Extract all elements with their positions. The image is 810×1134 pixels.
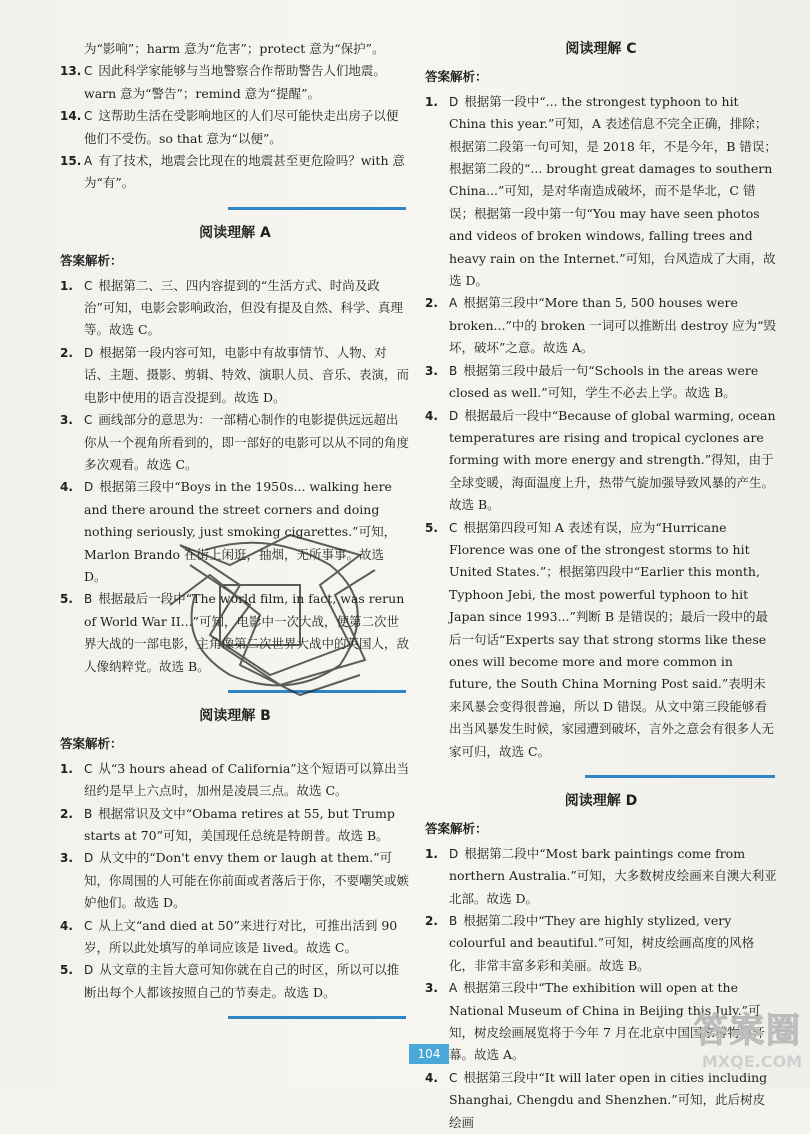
answer-item	[425, 292, 777, 359]
item-answer: D	[84, 851, 94, 866]
item-number: 2.	[425, 914, 438, 929]
item-answer: D	[84, 963, 94, 978]
answer-label: 答案解析：	[60, 253, 123, 269]
section-divider	[228, 690, 406, 693]
answer-item	[60, 959, 410, 1004]
intro-line: 为“影响”；harm 意为“危害”；protect 意为“保护”。	[84, 41, 385, 56]
item-answer: D	[84, 345, 94, 360]
answer-item	[425, 360, 777, 405]
item-text: 从“3 hours ahead of California”这个短语可以算出当纽约是早上六点时，加州是凌晨三点。故选 C。	[84, 760, 410, 799]
item-number: 1.	[60, 761, 73, 776]
item-text: 根据第二、三、四内容提到的“生活方式、时尚及政治”可知，电影会影响政治，但没有提及自然、科学、真理等。故选 C。	[84, 277, 403, 338]
item-answer: C	[84, 64, 93, 79]
answer-label: 答案解析：	[425, 821, 488, 837]
item-number: 3.	[60, 851, 73, 866]
item-text: 根据第三段中“Boys in the 1950s... walking here and there around the street corners and doing nothing seriously, just smoking cigarettes.”可知，Marlon Brando 在街上闲逛，抽烟，无所事事。故选 D。	[84, 479, 397, 584]
answer-item	[60, 275, 410, 342]
site-watermark	[662, 1003, 802, 1083]
answer-label: 答案解析：	[60, 736, 123, 752]
item-text: 从文中的“Don't envy them or laugh at them.”可知，你周围的人可能在你前面或者落后于你，不要嘲笑或嫉妒他们。故选 D。	[84, 850, 410, 911]
item-number: 4.	[425, 408, 438, 423]
answer-item	[60, 758, 410, 803]
item-answer: D	[449, 408, 459, 423]
item-answer: D	[84, 480, 94, 495]
item-answer: B	[449, 363, 458, 378]
answer-item	[425, 910, 777, 977]
item-answer: A	[84, 154, 93, 169]
answer-item	[425, 517, 777, 763]
item-number: 3.	[425, 363, 438, 378]
answer-item	[60, 150, 410, 195]
item-number: 4.	[60, 480, 73, 495]
item-number: 2.	[60, 806, 73, 821]
item-answer: A	[449, 296, 458, 311]
item-answer: B	[84, 592, 93, 607]
item-text: 有了技术，地震会比现在的地震甚至更危险吗？with 意为“有”。	[84, 153, 405, 191]
item-number: 1.	[60, 278, 73, 293]
item-answer: C	[449, 1070, 458, 1085]
section-b	[60, 705, 410, 1004]
item-answer: C	[84, 278, 93, 293]
item-number: 3.	[60, 413, 73, 428]
left-column	[60, 38, 410, 1031]
answer-item	[60, 105, 410, 150]
item-number: 2.	[425, 296, 438, 311]
section-divider	[585, 775, 775, 778]
right-column	[425, 38, 777, 1134]
answer-item	[60, 915, 410, 960]
answer-item	[60, 342, 410, 409]
section-heading: 阅读理解 D	[564, 793, 638, 809]
item-answer: B	[449, 914, 458, 929]
answer-item	[60, 60, 410, 105]
item-text: 根据最后一段中“The world film, in fact, was rerun of World War II...”可知，电影中一次大战，便第二次世界大战的一部电影，主角像第二次世界大战中的英国人，敌人像纳粹党。故选 B。	[84, 591, 410, 674]
answer-item	[60, 847, 410, 914]
item-answer: C	[84, 761, 93, 776]
section-divider	[228, 1016, 406, 1019]
item-text: 从上文“and died at 50”来进行对比，可推出活到 90 岁，所以此处填写的单词应该是 lived。故选 C。	[84, 917, 398, 956]
item-text: 根据第二段中“They are highly stylized, very colourful and beautiful.”可知，树皮绘画高度的风格化，非常丰富多彩和美丽。故选 B。	[449, 913, 755, 973]
section-heading: 阅读理解 C	[565, 41, 637, 57]
section-c	[425, 38, 777, 763]
item-answer: A	[449, 981, 458, 996]
answer-item	[60, 476, 410, 588]
item-text: 根据第三段中“It will later open in cities including Shanghai, Chengdu and Shenzhen.”可知，此后树皮绘画	[449, 1069, 768, 1130]
item-text: 根据第三段中“More than 5, 500 houses were broken...”中的 broken 一词可以推断出 destroy 应为“毁坏，破坏”之意。故选 A。	[449, 295, 777, 356]
answer-item	[60, 409, 410, 476]
item-text: 根据第二段中“Most bark paintings come from northern Australia.”可知，大多数树皮绘画来自澳大利亚北部。故选 D。	[449, 845, 777, 906]
item-text: 因此科学家能够与当地警察合作帮助警告人们地震。warn 意为“警告”；remind 意为“提醒”。	[84, 63, 386, 101]
item-answer: D	[449, 846, 459, 861]
item-text: 这帮助生活在受影响地区的人们尽可能快走出房子以便他们不受伤。so that 意为“以便”。	[84, 108, 399, 146]
item-number: 1.	[425, 846, 438, 861]
item-number: 5.	[60, 592, 73, 607]
item-answer: C	[84, 109, 93, 124]
item-answer: B	[84, 806, 93, 821]
item-text: 根据第四段可知 A 表述有误，应为“Hurricane Florence was one of the strongest storms to hit United States.”；根据第四段中“Earlier this month, Typhoon Jebi, the most powerful typhoon to hit Japan since 1993...”判断 B 是错误的；最后一段中的最后一句话“Experts say that strong storms like these ones will become more and more common in future, the South China Morning Post said.”表明未来风暴会变得很普遍，所以 D 错误。从文中第三段能够看出当风暴发生时候，家园遭到破坏，言外之意会有很多人无家可归，故选 C。	[449, 519, 775, 759]
item-text: 根据最后一段中“Because of global warming, ocean temperatures are rising and tropical cyclones are forming with more energy and strength.”得知，由于全球变暖，海面温度上升，热带气旋加强导致风暴的产生。故选 B。	[449, 407, 776, 513]
item-text: 根据第三段中“The exhibition will open at the National Museum of China in Beijing this July.”可知，树皮绘画展览将于今年 7 月在北京中国国家博物馆开幕。故选 A。	[449, 980, 765, 1063]
page-number: 104	[409, 1044, 449, 1064]
item-answer: C	[84, 918, 93, 933]
answer-item	[60, 588, 410, 678]
item-text: 根据第三段中最后一句“Schools in the areas were closed as well.”可知，学生不必去上学。故选 B。	[449, 362, 759, 401]
item-text: 根据常识及文中“Obama retires at 55, but Trump starts at 70”可知，美国现任总统是特朗普。故选 B。	[84, 805, 395, 843]
answer-item	[60, 803, 410, 848]
item-number: 4.	[425, 1070, 438, 1085]
section-heading: 阅读理解 B	[199, 707, 271, 724]
item-answer: D	[449, 94, 459, 109]
answer-item	[425, 843, 777, 910]
item-number: 3.	[425, 981, 438, 996]
item-answer: C	[84, 413, 93, 428]
item-number: 1.	[425, 94, 438, 109]
answer-item	[425, 91, 777, 293]
item-number: 4.	[60, 918, 73, 933]
section-a	[60, 222, 410, 678]
top-answer-list	[60, 60, 410, 194]
item-text: 根据第一段内容可知，电影中有故事情节、人物、对话、主题、摄影、剪辑、特效、演职人员、音乐、表演，而电影中使用的语言没提到。故选 D。	[84, 344, 410, 405]
item-number: 5.	[425, 520, 438, 535]
item-text: 画线部分的意思为：一部精心制作的电影提供远远超出你从一个视角所看到的，即一部好的电影可以从不同的角度多次观看。故选 C。	[84, 412, 410, 472]
answer-label: 答案解析：	[425, 69, 488, 85]
item-number: 14.	[60, 109, 82, 124]
item-number: 15.	[60, 154, 82, 169]
item-text: 从文章的主旨大意可知你就在自己的时区，所以可以推断出每个人都该按照自己的节奏走。故选 D。	[84, 962, 400, 1000]
item-number: 13.	[60, 64, 82, 79]
section-heading: 阅读理解 A	[199, 224, 271, 241]
item-number: 2.	[60, 345, 73, 360]
watermark-url: MXQE.COM	[701, 1052, 802, 1071]
item-answer: C	[449, 520, 458, 535]
section-divider	[228, 207, 406, 210]
item-number: 5.	[60, 963, 73, 978]
watermark-logo: 答案圈	[694, 1011, 802, 1051]
answer-item	[425, 405, 777, 517]
item-text: 根据第一段中“... the strongest typhoon to hit China this year.”可知，A 表述信息不完全正确，排除；根据第二段第一句可知，是 2018 年，不是今年，B 错误；根据第二段的“... brought great damages to southern China...”可知，是对华南造成破坏，而不是华北，C 错误；根据第一段中第一句“You may have seen photos and videos of broken windows, falling trees and heavy rain on the Internet.”可知，台风造成了大雨，故选 D。	[449, 93, 777, 289]
